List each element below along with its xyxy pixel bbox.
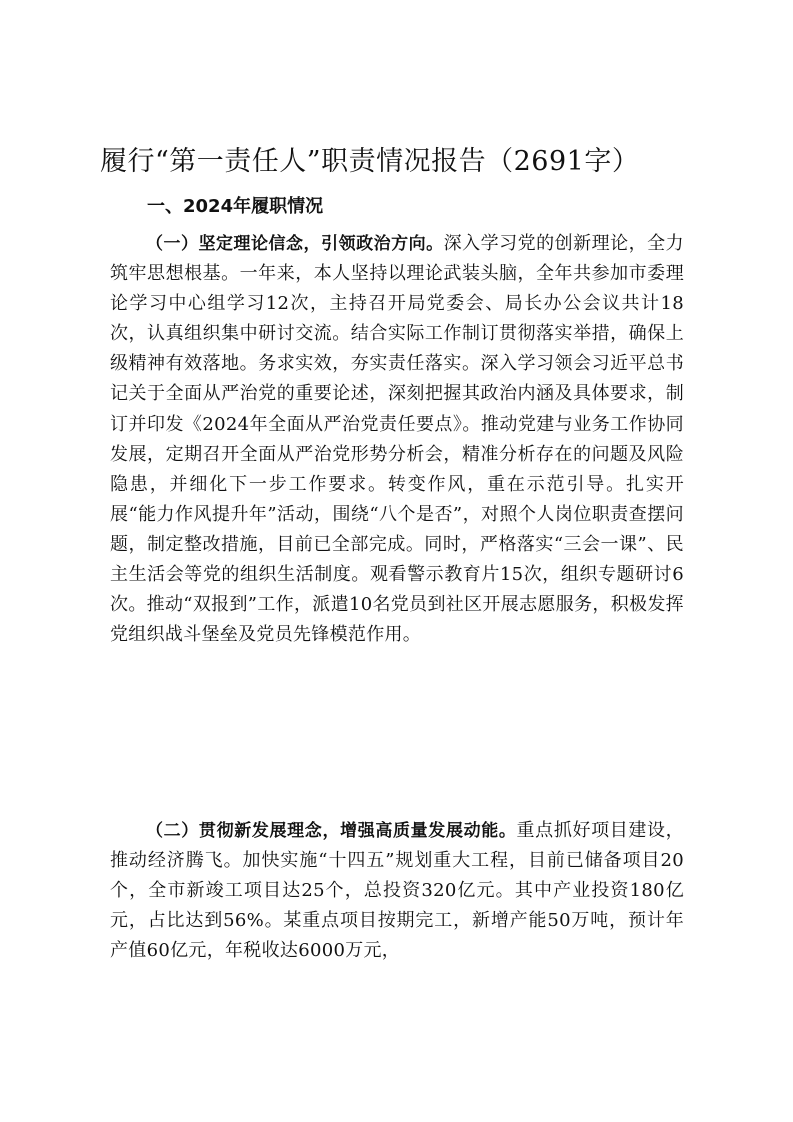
- paragraph-1: [110, 229, 684, 650]
- paragraph-1-body: 深入学习党的创新理论，全力筑牢思想根基。一年来，本人坚持以理论武装头脑，全年共参加市委理论学习中心组学习12次，主持召开局党委会、局长办公会议共计18次，认真组织集中研讨交流。结合实际工作制订贯彻落实举措，确保上级精神有效落地。务求实效，夯实责任落实。深入学习领会习近平总书记关于全面从严治党的重要论述，深刻把握其政治内涵及具体要求，制订并印发《2024年全面从严治党责任要点》。推动党建与业务工作协同发展，定期召开全面从严治党形势分析会，精准分析存在的问题及风险隐患，并细化下一步工作要求。转变作风，重在示范引导。扎实开展“能力作风提升年”活动，围绕“八个是否”，对照个人岗位职责查摆问题，制定整改措施，目前已全部完成。同时，严格落实“三会一课”、民主生活会等党的组织生活制度。观看警示教育片15次，组织专题研讨6次。推动“双报到”工作，派遣10名党员到社区开展志愿服务，积极发挥党组织战斗堡垒及党员先锋模范作用。: [110, 233, 684, 646]
- paragraph-2: [110, 816, 684, 966]
- section-heading: 一、2024年履职情况: [147, 196, 324, 217]
- paragraph-2-body: 重点抓好项目建设，推动经济腾飞。加快实施“十四五”规划重大工程，目前已储备项目20个，全市新竣工项目达25个，总投资320亿元。其中产业投资180亿元，占比达到56%。某重点项目按期完工，新增产能50万吨，预计年产值60亿元，年税收达6000万元，: [110, 820, 684, 962]
- document-title: 履行“第一责任人”职责情况报告（2691字）: [100, 146, 640, 177]
- paragraph-1-lead: （一）坚定理论信念，引领政治方向。: [146, 234, 444, 254]
- paragraph-2-lead: （二）贯彻新发展理念，增强高质量发展动能。: [146, 821, 517, 841]
